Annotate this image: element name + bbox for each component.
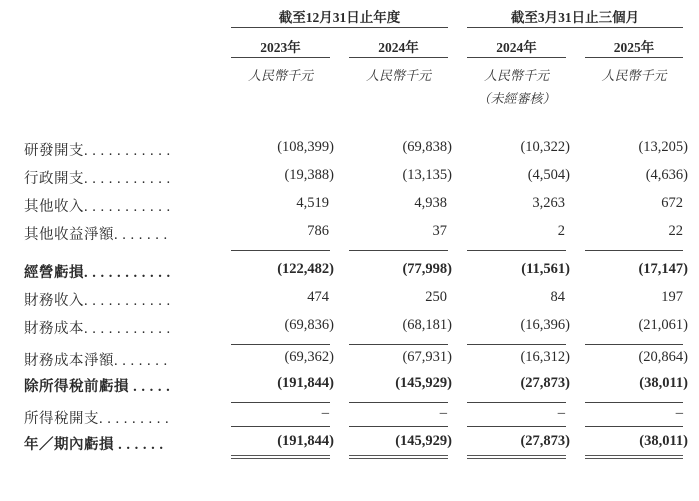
subtotal-rule (349, 344, 448, 345)
table-cell: 672 (661, 195, 683, 211)
table-cell: 3,263 (532, 195, 565, 211)
subtotal-rule (349, 402, 448, 403)
column-unit-2: 人民幣千元 (365, 68, 431, 83)
year-rule-2 (349, 57, 448, 58)
table-cell: (27,873) (520, 433, 570, 449)
column-year-2025-q1: 2025年 (613, 40, 655, 55)
column-year-2024-q1: 2024年 (496, 40, 537, 55)
table-cell: – (321, 405, 329, 421)
table-cell: (69,362) (284, 349, 334, 365)
table-cell: (13,135) (402, 167, 452, 183)
group-rule-three-months (467, 27, 683, 28)
subtotal-rule (585, 402, 683, 403)
subtotal-rule (585, 426, 683, 427)
subtotal-rule (585, 250, 683, 251)
table-cell: (10,322) (520, 139, 570, 155)
row-label-admin-expenses: 行政開支. . . . . . . . . . . (24, 171, 171, 187)
table-cell: (4,504) (527, 167, 570, 183)
table-cell: 474 (307, 289, 329, 305)
subtotal-rule (231, 344, 330, 345)
table-cell: (191,844) (277, 433, 334, 449)
table-cell: (20,864) (638, 349, 688, 365)
row-label-income-tax: 所得稅開支. . . . . . . . . (24, 411, 170, 427)
table-cell: – (557, 405, 565, 421)
subtotal-rule (231, 250, 330, 251)
table-cell: 250 (425, 289, 447, 305)
year-rule-3 (467, 57, 566, 58)
table-cell: (68,181) (402, 317, 452, 333)
subtotal-rule (349, 426, 448, 427)
table-cell: (77,998) (402, 261, 452, 277)
table-cell: 84 (550, 289, 565, 305)
table-cell: (17,147) (638, 261, 688, 277)
column-unit-3: 人民幣千元 (483, 68, 549, 83)
subtotal-rule (231, 426, 330, 427)
row-label-rnd-expenses: 研發開支. . . . . . . . . . . (24, 143, 171, 159)
table-cell: (69,836) (284, 317, 334, 333)
column-unit-4: 人民幣千元 (601, 68, 667, 83)
total-double-rule (585, 455, 683, 459)
table-cell: 197 (661, 289, 683, 305)
row-label-finance-costs-net: 財務成本淨額. . . . . . . (24, 353, 168, 369)
column-year-2024: 2024年 (378, 40, 419, 55)
table-cell: (122,482) (277, 261, 334, 277)
row-label-other-income: 其他收入. . . . . . . . . . . (24, 199, 171, 215)
subtotal-rule (231, 402, 330, 403)
table-cell: (11,561) (521, 261, 570, 277)
subtotal-rule (467, 426, 566, 427)
table-cell: 37 (432, 223, 447, 239)
subtotal-rule (349, 250, 448, 251)
table-cell: (27,873) (520, 375, 570, 391)
total-double-rule (231, 455, 330, 459)
subtotal-rule (467, 402, 566, 403)
column-unit-1: 人民幣千元 (247, 68, 313, 83)
row-label-other-gains-net: 其他收益淨額. . . . . . . (24, 227, 168, 243)
table-cell: 4,519 (296, 195, 329, 211)
table-cell: (38,011) (639, 433, 688, 449)
table-cell: (69,838) (402, 139, 452, 155)
table-cell: (108,399) (277, 139, 334, 155)
table-cell: (19,388) (284, 167, 334, 183)
table-cell: (16,396) (520, 317, 570, 333)
table-cell: (4,636) (645, 167, 688, 183)
table-cell: 786 (307, 223, 329, 239)
table-cell: 2 (557, 223, 565, 239)
group-rule-full-year (231, 27, 448, 28)
table-cell: (145,929) (395, 433, 452, 449)
table-cell: 4,938 (414, 195, 447, 211)
year-rule-4 (585, 57, 683, 58)
table-cell: (21,061) (638, 317, 688, 333)
table-cell: (16,312) (520, 349, 570, 365)
subtotal-rule (467, 250, 566, 251)
column-note-unaudited: （未經審核） (477, 91, 556, 106)
row-label-finance-income: 財務收入. . . . . . . . . . . (24, 293, 171, 309)
row-label-operating-loss: 經營虧損. . . . . . . . . . . (24, 265, 171, 281)
subtotal-rule (467, 344, 566, 345)
year-rule-1 (231, 57, 330, 58)
table-cell: – (439, 405, 447, 421)
column-year-2023: 2023年 (260, 40, 301, 55)
table-cell: (13,205) (638, 139, 688, 155)
subtotal-rule (585, 344, 683, 345)
row-label-loss-before-tax: 除所得稅前虧損 . . . . . (24, 379, 171, 395)
total-double-rule (349, 455, 448, 459)
total-double-rule (467, 455, 566, 459)
table-cell: (67,931) (402, 349, 452, 365)
row-label-finance-costs: 財務成本. . . . . . . . . . . (24, 321, 171, 337)
table-cell: (145,929) (395, 375, 452, 391)
group-title-full-year: 截至12月31日止年度 (278, 10, 401, 25)
row-label-loss-for-period: 年／期內虧損 . . . . . . (24, 437, 164, 453)
table-cell: 22 (668, 223, 683, 239)
group-title-three-months: 截至3月31日止三個月 (510, 10, 640, 25)
table-cell: – (675, 405, 683, 421)
table-cell: (38,011) (639, 375, 688, 391)
table-cell: (191,844) (277, 375, 334, 391)
